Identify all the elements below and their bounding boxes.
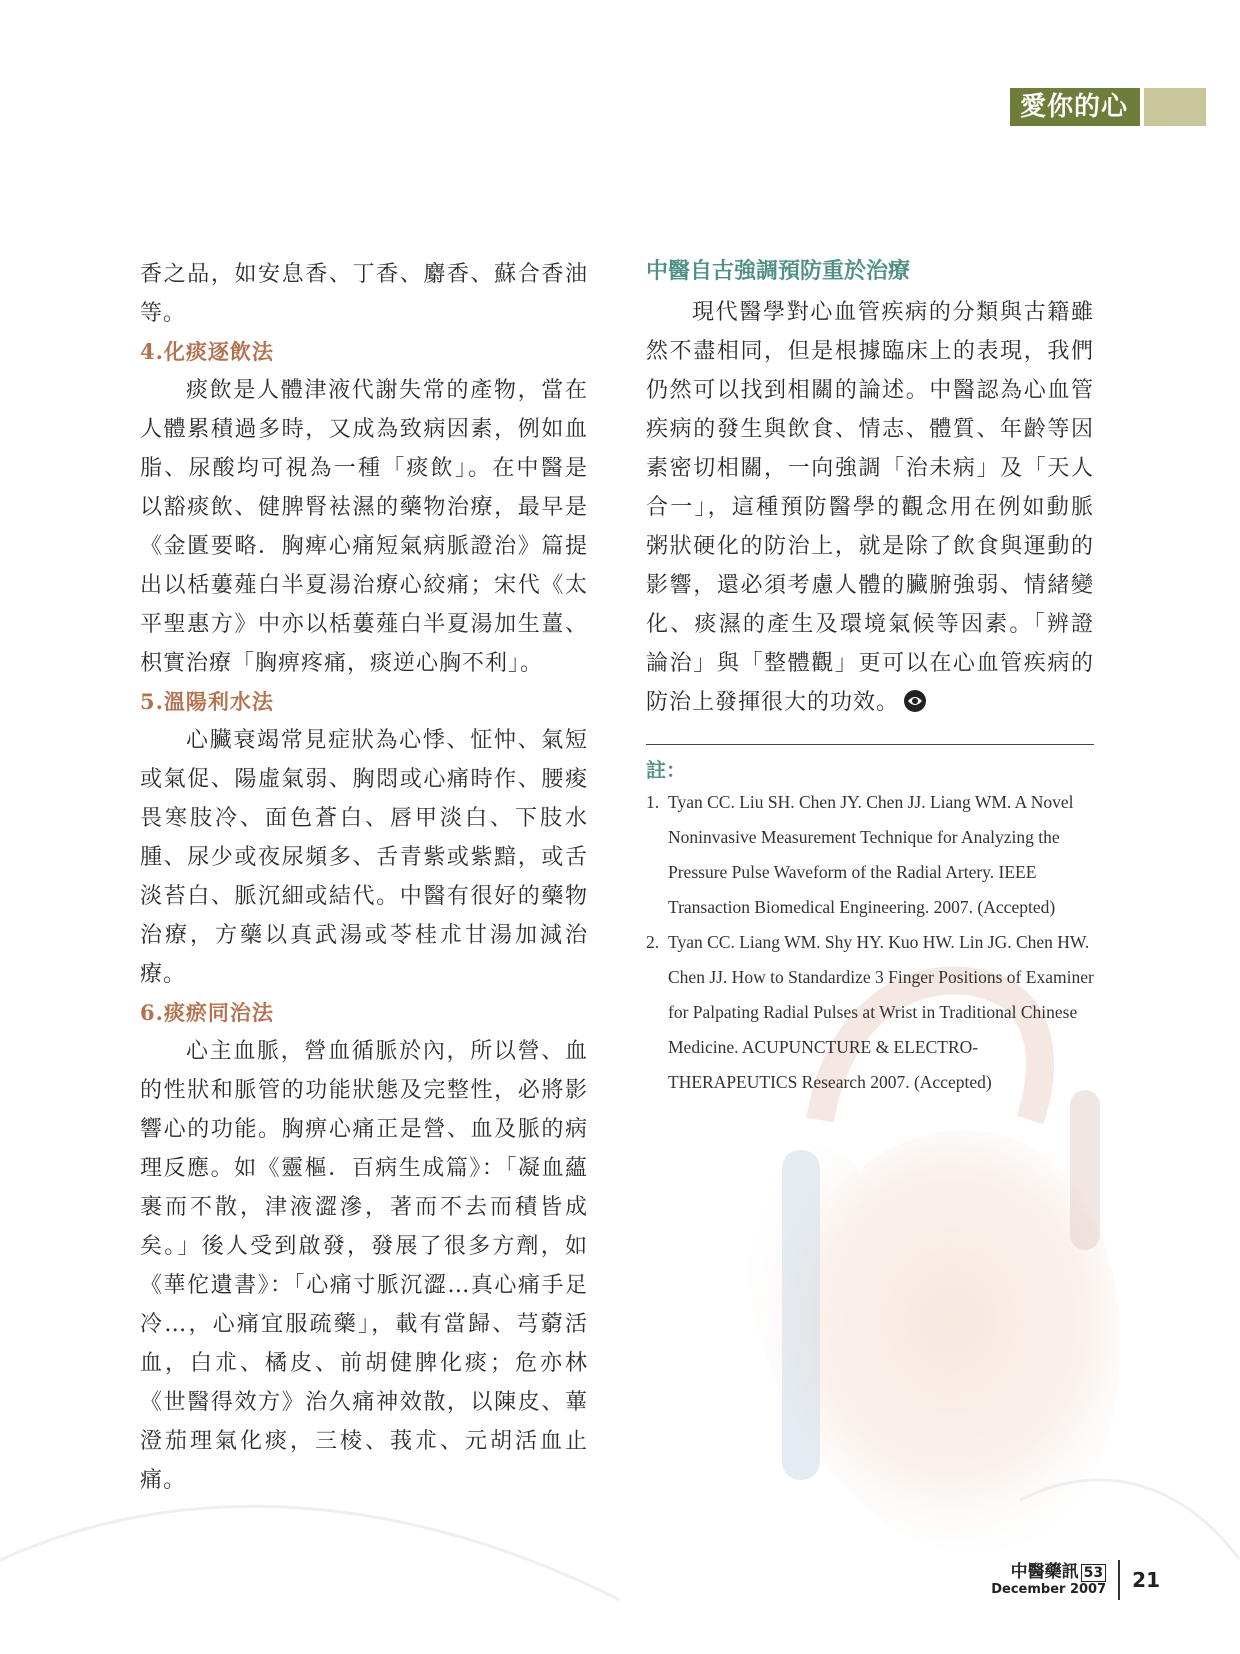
page-footer: [991, 1560, 1160, 1600]
body-paragraph: [646, 293, 1094, 722]
section-tab: [1010, 88, 1206, 126]
magazine-info: [991, 1562, 1106, 1598]
method-heading: 4.化痰逐飲法: [140, 339, 274, 364]
section-heading: 中醫自古強調預防重於治療: [646, 259, 911, 284]
method-heading: 6.痰瘀同治法: [140, 1000, 274, 1025]
note-number: 2.: [646, 932, 660, 952]
footer-divider: [1118, 1560, 1120, 1600]
notes-divider: [646, 744, 1094, 745]
note-text: Tyan CC. Liang WM. Shy HY. Kuo HW. Lin JG. Chen HW. Chen JJ. How to Standardize 3 Finger Positions of Examiner for Palpating Radial Pulses at Wrist in Traditional Chinese Medicine. ACUPUNCTURE & ELECTRO-THERAPEUTICS Research 2007. (Accepted): [668, 932, 1094, 1092]
reference-note: [646, 925, 1094, 1100]
right-column: [646, 255, 1094, 1100]
reference-note: [646, 785, 1094, 925]
paragraph-text: 現代醫學對心血管疾病的分類與古籍雖然不盡相同，但是根據臨床上的表現，我們仍然可以找到相關的論述。中醫認為心血管疾病的發生與飲食、情志、體質、年齡等因素密切相關，一向強調「治未病」及「天人合一」，這種預防醫學的觀念用在例如動脈粥狀硬化的防治上，就是除了飲食與運動的影響，還必須考慮人體的臟腑強弱、情緒變化、痰濕的產生及環境氣候等因素。「辨證論治」與「整體觀」更可以在心血管疾病的防治上發揮很大的功效。: [646, 300, 1094, 715]
end-mark-icon: [903, 689, 927, 713]
notes-title: 註：: [646, 758, 686, 782]
body-paragraph: 心主血脈，營血循脈於內，所以營、血的性狀和脈管的功能狀態及完整性，必將影響心的功能。胸痹心痛正是營、血及脈的病理反應。如《靈樞．百病生成篇》：「凝血蘊裹而不散，津液澀滲，著而不去而積皆成矣。」後人受到啟發，發展了很多方劑，如《華佗遺書》：「心痛寸脈沉澀…真心痛手足冷…，心痛宜服疏藥」，載有當歸、芎藭活血，白朮、橘皮、前胡健脾化痰；危亦林《世醫得效方》治久痛神效散，以陳皮、蓽澄茄理氣化痰，三棱、莪朮、元胡活血止痛。: [140, 1039, 588, 1493]
method-heading: 5.溫陽利水法: [140, 689, 274, 714]
issue-date: December 2007: [991, 1582, 1107, 1597]
magazine-name: 中醫藥訊: [1010, 1562, 1079, 1582]
note-number: 1.: [646, 792, 660, 812]
body-paragraph: 香之品，如安息香、丁香、麝香、蘇合香油等。: [140, 262, 588, 326]
note-text: Tyan CC. Liu SH. Chen JY. Chen JJ. Liang WM. A Novel Noninvasive Measurement Technique for Analyzing the Pressure Pulse Waveform of the Radial Artery. IEEE Transaction Biomedical Engineering. 2007. (Accepted): [668, 792, 1074, 917]
left-column: [140, 255, 588, 1500]
body-paragraph: 心臟衰竭常見症狀為心悸、怔忡、氣短或氣促、陽虛氣弱、胸悶或心痛時作、腰痠畏寒肢冷、面色蒼白、唇甲淡白、下肢水腫、尿少或夜尿頻多、舌青紫或紫黯，或舌淡苔白、脈沉細或結代。中醫有很好的藥物治療，方藥以真武湯或苓桂朮甘湯加減治療。: [140, 728, 588, 987]
issue-badge: 53: [1081, 1564, 1106, 1582]
section-tab-label: 愛你的心: [1020, 92, 1129, 122]
page-number: 21: [1132, 1568, 1160, 1592]
notes-list: [646, 785, 1094, 1100]
section-tab-bar: [1140, 88, 1206, 126]
body-paragraph: 痰飲是人體津液代謝失常的產物，當在人體累積過多時，又成為致病因素，例如血脂、尿酸均可視為一種「痰飲」。在中醫是以豁痰飲、健脾腎袪濕的藥物治療，最早是《金匱要略．胸痺心痛短氣病脈證治》篇提出以栝蔞薤白半夏湯治療心絞痛；宋代《太平聖惠方》中亦以栝蔞薤白半夏湯加生薑、枳實治療「胸痹疼痛，痰逆心胸不利」。: [140, 378, 588, 676]
